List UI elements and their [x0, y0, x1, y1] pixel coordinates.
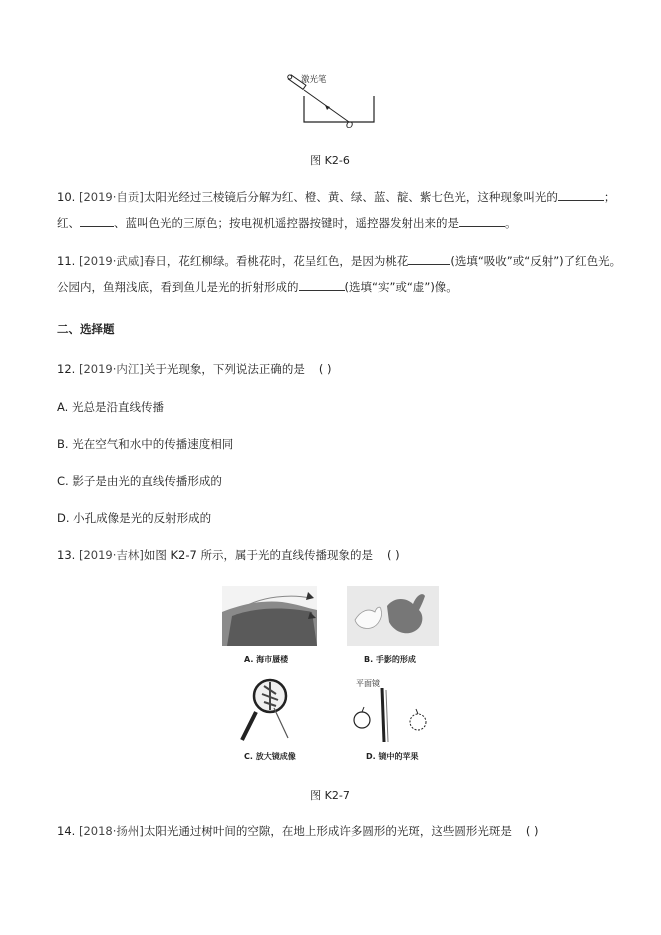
- laser-pen-label: 激光笔: [301, 75, 327, 85]
- q10-blank-1[interactable]: [558, 189, 604, 201]
- question-14-stem: 14. [2018·扬州]太阳光通过树叶间的空隙，在地上形成许多圆形的光斑，这些圆形光斑是 ( ): [57, 824, 539, 838]
- section-2-heading: 二、选择题: [57, 322, 115, 336]
- point-o-label: O: [346, 121, 354, 131]
- magnifier-image: [238, 676, 298, 744]
- figure-label-d: D. 镜中的苹果: [366, 752, 419, 761]
- figure-label-a: A. 海市蜃楼: [244, 655, 289, 664]
- question-14-answer-parens[interactable]: ( ): [525, 824, 539, 838]
- question-12-source: [2019·内江]: [78, 362, 144, 376]
- question-11-source: [2019·武威]: [78, 254, 144, 268]
- plane-mirror-label: 平面镜: [356, 679, 380, 688]
- figure-k2-6: [280, 68, 390, 132]
- question-12-answer-parens[interactable]: ( ): [318, 362, 332, 376]
- question-10-source: [2019·自贡]: [78, 190, 144, 204]
- q10-blank-3[interactable]: [459, 215, 505, 227]
- q11-blank-2[interactable]: [299, 279, 345, 291]
- question-11-line-1: 11. [2019·武威]春日，花红柳绿。看桃花时，花呈红色，是因为桃花 (选填“吸收”或“反射”)了红色光。: [57, 254, 622, 268]
- figure-label-b: B. 手影的形成: [364, 655, 416, 664]
- question-14-source: [2018·扬州]: [78, 824, 144, 838]
- question-12-option-a: A. 光总是沿直线传播: [57, 400, 164, 414]
- mirror-apple-image: [344, 688, 440, 744]
- question-13-source: [2019·吉林]: [78, 548, 144, 562]
- figure-label-c: C. 放大镜成像: [244, 752, 296, 761]
- q10-blank-2[interactable]: [80, 215, 114, 227]
- question-13-stem: 13. [2019·吉林]如图 K2-7 所示，属于光的直线传播现象的是 ( ): [57, 548, 400, 562]
- question-12-option-c: C. 影子是由光的直线传播形成的: [57, 474, 222, 488]
- figure-k2-7-caption: 图 K2-7: [310, 789, 350, 802]
- question-10-line-1: 10. [2019·自贡]太阳光经过三棱镜后分解为红、橙、黄、绿、蓝、靛、紫七色光，这种现象叫光的 ；: [57, 190, 616, 204]
- mirage-image: [222, 586, 317, 646]
- question-12-stem: 12. [2019·内江]关于光现象，下列说法正确的是 ( ): [57, 362, 332, 376]
- question-10-line-2: 红、 、蓝叫色光的三原色；按电视机遥控器按键时，遥控器发射出来的是 。: [57, 216, 517, 230]
- figure-k2-6-caption: 图 K2-6: [310, 154, 350, 167]
- hand-shadow-image: [347, 586, 439, 646]
- question-13-answer-parens[interactable]: ( ): [387, 548, 400, 562]
- question-11-line-2: 公园内，鱼翔浅底，看到鱼儿是光的折射形成的 (选填“实”或“虚”)像。: [57, 280, 458, 294]
- q11-blank-1[interactable]: [408, 253, 450, 265]
- question-12-option-d: D. 小孔成像是光的反射形成的: [57, 511, 212, 525]
- question-12-option-b: B. 光在空气和水中的传播速度相同: [57, 437, 234, 451]
